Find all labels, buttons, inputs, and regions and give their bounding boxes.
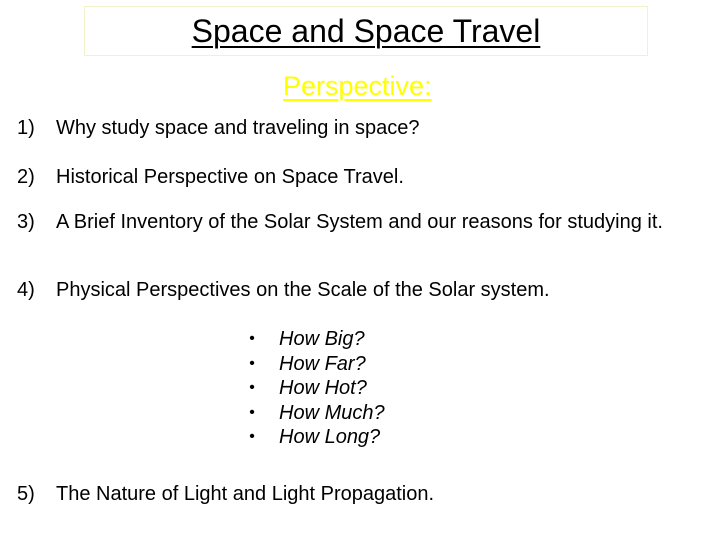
list-item-text: The Nature of Light and Light Propagation. [56, 483, 435, 505]
list-item-number: 3) [17, 211, 35, 233]
list-item-number: 4) [17, 279, 35, 301]
list-item-4 [17, 278, 676, 302]
bullet-icon: • [249, 330, 255, 347]
list-item-number: 1) [17, 117, 35, 139]
bullet-icon: • [249, 379, 255, 396]
bullet-icon: • [249, 428, 255, 445]
sub-bullet-text: How Far? [279, 352, 366, 375]
bullet-icon: • [249, 354, 255, 372]
title-box [84, 6, 648, 56]
list-item-1 [17, 116, 676, 140]
list-item-text: Physical Perspectives on the Scale of the Solar system. [56, 279, 550, 301]
sub-bullet-text: How Long? [279, 426, 381, 448]
sub-bullet-text: How Much? [279, 401, 385, 424]
list-item-text: Historical Perspective on Space Travel. [56, 166, 404, 188]
sub-bullet-text: How Hot? [279, 377, 367, 399]
list-item-text: A Brief Inventory of the Solar System and our reasons for studying it. [56, 211, 663, 233]
sub-bullet-text: How Big? [279, 328, 365, 350]
list-item-number: 5) [17, 483, 35, 505]
slide-title: Space and Space Travel [191, 13, 541, 49]
list-item-number: 2) [17, 166, 35, 188]
list-item-2 [17, 165, 676, 189]
bullet-icon: • [249, 403, 255, 421]
list-item-5 [17, 482, 676, 506]
list-item-text: Why study space and traveling in space? [56, 117, 420, 139]
slide-subtitle: Perspective: [283, 71, 432, 101]
list-item-3 [17, 210, 676, 234]
